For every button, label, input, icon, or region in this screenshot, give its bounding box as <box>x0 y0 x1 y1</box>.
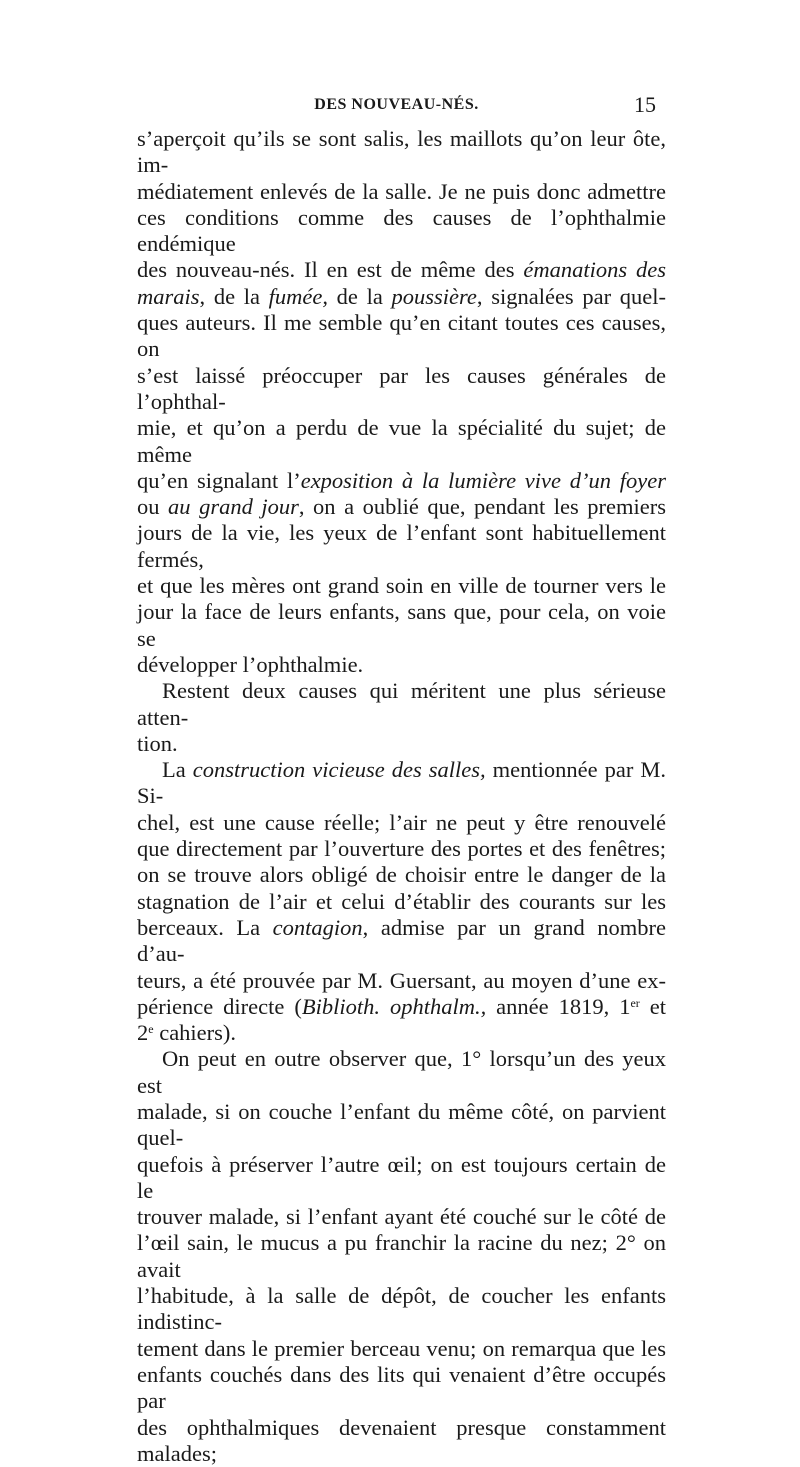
text-run: l’œil sain, le mucus a pu franchir la racine du nez; 2° on avait <box>137 1230 666 1282</box>
text-run: jour la face de leurs enfants, sans que, pour cela, on voie se <box>137 599 666 651</box>
paragraph-line <box>137 1283 666 1336</box>
paragraph-line <box>137 205 666 258</box>
italic-run: construction vicieuse des salles, <box>192 757 486 783</box>
text-run: ces conditions comme des causes de l’ophthalmie endémique <box>137 204 666 257</box>
paragraph-line <box>137 1020 666 1046</box>
paragraph-line <box>137 862 666 888</box>
italic-run: contagion <box>272 914 363 940</box>
text-run: enfants couchés dans des lits qui venaient d’être occupés par <box>137 1361 666 1414</box>
page-header <box>137 92 656 126</box>
text-run: l’habitude, à la salle de dépôt, de coucher les enfants indistinc- <box>137 1283 666 1335</box>
paragraph-line <box>137 1204 666 1230</box>
text-run: de la <box>328 283 392 309</box>
text-run: tion. <box>137 730 178 756</box>
paragraph-line <box>137 836 666 862</box>
text-run: ou <box>137 494 169 520</box>
text-run: s’aperçoit qu’ils se sont salis, les maillots qu’on leur ôte, im- <box>137 126 666 178</box>
text-run: , signalées par quel- <box>476 283 666 309</box>
paragraph-line <box>137 915 666 968</box>
paragraph-line <box>137 520 666 573</box>
text-run: trouver malade, si l’enfant ayant été couché sur le côté de <box>137 1204 666 1230</box>
text-run: malade, si on couche l’enfant du même côté, on parvient quel- <box>137 1098 666 1151</box>
text-run: , on a oublié que, pendant les premiers <box>298 494 667 520</box>
paragraph <box>137 126 666 179</box>
text-run: On peut en outre observer que, 1° lorsqu’un des yeux est <box>137 1046 666 1098</box>
text-run: ques auteurs. Il me semble qu’en citant toutes ces causes, on <box>137 310 666 362</box>
text-run: stagnation de l’air et celui d’établir des courants sur les <box>137 888 666 914</box>
text-run: mie, et qu’on a perdu de vue la spécialité du sujet; de même <box>137 415 666 467</box>
paragraph-line <box>137 731 666 757</box>
paragraph-line <box>137 810 666 836</box>
text-run: teurs, a été prouvée par M. Guersant, au moyen d’une ex- <box>137 967 666 993</box>
text-run: 2 <box>137 1020 149 1046</box>
text-run: périence directe ( <box>137 993 302 1019</box>
text-run: mentionnée par M. Si- <box>137 757 666 809</box>
italic-run: émanations des <box>523 257 666 283</box>
paragraph-line <box>137 994 666 1020</box>
paragraph <box>137 757 666 810</box>
text-run: et que les mères ont grand soin en ville de tourner vers le <box>137 573 666 599</box>
paragraph-line <box>137 652 666 678</box>
text-run: chel, est une cause réelle; l’air ne peut y être renouvelé <box>137 809 666 835</box>
paragraph-line <box>137 257 666 283</box>
italic-run: Biblioth. ophthalm., <box>301 993 487 1019</box>
superscript: er <box>630 995 640 1010</box>
italic-run: poussière <box>391 283 477 309</box>
text-run: cahiers). <box>153 1020 237 1046</box>
text-run: on se trouve alors obligé de choisir entre le danger de la <box>137 862 666 888</box>
text-run: jours de la vie, les yeux de l’enfant sont habituellement fermés, <box>137 520 666 572</box>
text-run: des ophthalmiques devenaient presque constamment malades; <box>137 1414 666 1466</box>
text-run: des nouveau-nés. Il en est de même des <box>137 257 524 283</box>
paragraph-line <box>137 179 666 205</box>
paragraph-line <box>137 494 666 520</box>
text-run: année 1819, 1 <box>486 993 631 1019</box>
text-run: berceaux. La <box>137 914 273 940</box>
italic-run: fumée, <box>268 283 328 309</box>
paragraph-line <box>137 1230 666 1283</box>
paragraph <box>137 1046 666 1099</box>
body-text <box>137 126 666 1467</box>
superscript: e <box>148 1022 154 1037</box>
text-run: développer l’ophthalmie. <box>137 651 364 677</box>
paragraph-line <box>137 310 666 363</box>
paragraph-line <box>137 1362 666 1415</box>
italic-run: marais <box>137 283 200 309</box>
paragraph-line <box>137 1099 666 1152</box>
paragraph-line <box>137 363 666 416</box>
text-run: La <box>162 757 193 783</box>
text-run: s’est laissé préoccuper par les causes générales de l’ophthal- <box>137 362 666 414</box>
text-run: tement dans le premier berceau venu; on remarqua que les <box>137 1335 666 1361</box>
paragraph-line <box>137 573 666 599</box>
paragraph-line <box>137 889 666 915</box>
paragraph-line <box>137 1336 666 1362</box>
text-run: qu’en signalant l’ <box>137 467 301 493</box>
text-run: médiatement enlevés de la salle. Je ne puis donc admettre <box>137 178 666 204</box>
paragraph-line <box>137 415 666 468</box>
paragraph-line <box>137 599 666 652</box>
paragraph <box>137 678 666 731</box>
page-number: 15 <box>634 92 656 117</box>
paragraph-line <box>137 1152 666 1205</box>
text-run: et <box>639 993 667 1019</box>
text-run: quefois à préserver l’autre œil; on est toujours certain de le <box>137 1151 666 1203</box>
text-run: que directement par l’ouverture des portes et des fenêtres; <box>137 836 666 862</box>
paragraph-line <box>137 284 666 310</box>
running-title: DES NOUVEAU-NÉS. <box>314 96 479 113</box>
paragraph-line <box>137 968 666 994</box>
paragraph-line <box>137 1415 666 1467</box>
italic-run: exposition à la lumière vive d’un foyer <box>300 467 666 493</box>
italic-run: au grand jour <box>168 494 299 520</box>
text-run: Restent deux causes qui méritent une plus sérieuse atten- <box>137 678 666 730</box>
paragraph-line <box>137 468 666 494</box>
text-run: , admise par un grand nombre d’au- <box>137 914 667 967</box>
text-run: , de la <box>199 283 269 309</box>
